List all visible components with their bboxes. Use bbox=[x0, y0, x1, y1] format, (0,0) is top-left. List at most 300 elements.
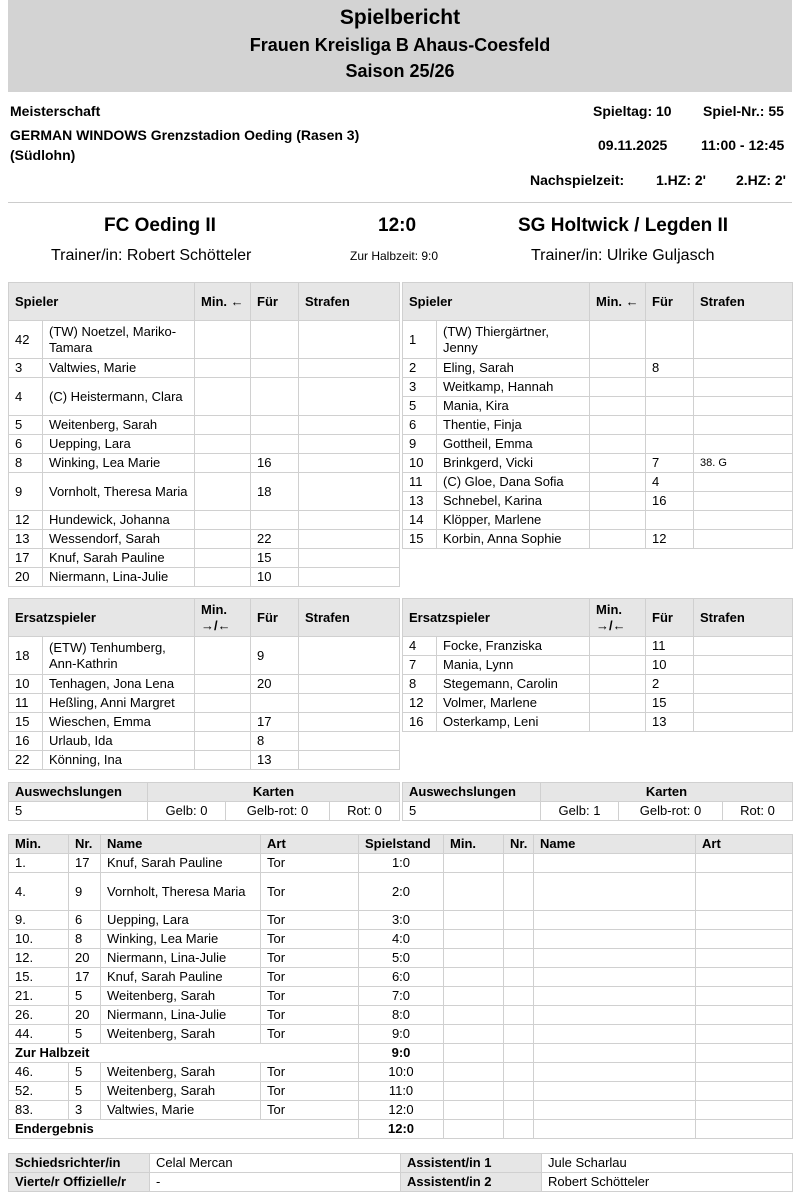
event-row bbox=[9, 930, 793, 949]
event-player-name: Winking, Lea Marie bbox=[101, 930, 261, 949]
event-away-empty bbox=[534, 1101, 696, 1120]
event-summary-score: 12:0 bbox=[359, 1120, 444, 1139]
player-name: Wessendorf, Sarah bbox=[43, 530, 195, 549]
event-minute: 4. bbox=[9, 873, 69, 911]
away-team-name: SG Holtwick / Legden II bbox=[518, 215, 729, 236]
event-player-number: 9 bbox=[69, 873, 101, 911]
event-away-empty bbox=[504, 1120, 534, 1139]
event-score: 3:0 bbox=[359, 911, 444, 930]
event-away-empty bbox=[504, 949, 534, 968]
player-replaced bbox=[251, 694, 299, 713]
player-minute bbox=[590, 416, 646, 435]
player-penalty bbox=[299, 378, 400, 416]
ev-col-score: Spielstand bbox=[359, 835, 444, 854]
player-number: 42 bbox=[9, 321, 43, 359]
event-row bbox=[9, 1063, 793, 1082]
player-name: (ETW) Tenhumberg, Ann-Kathrin bbox=[43, 637, 195, 675]
halftime-score: Zur Halbzeit: 9:0 bbox=[350, 249, 439, 263]
home-sub-row bbox=[9, 751, 400, 770]
event-type: Tor bbox=[261, 873, 359, 911]
player-replaced: 11 bbox=[646, 637, 694, 656]
player-number: 3 bbox=[9, 359, 43, 378]
referee-name: Celal Mercan bbox=[150, 1154, 401, 1173]
player-replaced: 10 bbox=[251, 568, 299, 587]
event-away-empty bbox=[504, 1044, 534, 1063]
player-number: 10 bbox=[403, 454, 437, 473]
player-number: 2 bbox=[403, 359, 437, 378]
event-row bbox=[9, 854, 793, 873]
event-type: Tor bbox=[261, 930, 359, 949]
event-type: Tor bbox=[261, 1006, 359, 1025]
player-number: 10 bbox=[9, 675, 43, 694]
event-away-empty bbox=[696, 873, 793, 911]
event-score: 7:0 bbox=[359, 987, 444, 1006]
col-min: Min. ← bbox=[590, 283, 646, 321]
assistant2-label: Assistent/in 2 bbox=[401, 1173, 542, 1192]
event-away-empty bbox=[696, 987, 793, 1006]
event-away-empty bbox=[444, 968, 504, 987]
event-away-empty bbox=[444, 949, 504, 968]
home-yellowred-cards: Gelb-rot: 0 bbox=[226, 802, 330, 821]
player-number: 7 bbox=[403, 656, 437, 675]
event-away-empty bbox=[504, 1063, 534, 1082]
match-time: 11:00 - 12:45 bbox=[701, 137, 785, 153]
player-minute bbox=[195, 378, 251, 416]
player-number: 16 bbox=[403, 713, 437, 732]
event-player-number: 6 bbox=[69, 911, 101, 930]
player-replaced: 16 bbox=[251, 454, 299, 473]
player-name: Niermann, Lina-Julie bbox=[43, 568, 195, 587]
player-replaced: 8 bbox=[251, 732, 299, 751]
event-away-empty bbox=[444, 1120, 504, 1139]
event-away-empty bbox=[504, 1025, 534, 1044]
away-sub-rows bbox=[403, 637, 793, 732]
player-minute bbox=[590, 675, 646, 694]
away-sub-row bbox=[403, 694, 793, 713]
event-away-empty bbox=[534, 911, 696, 930]
col-for: Für bbox=[251, 283, 299, 321]
overtime-label: Nachspielzeit: bbox=[530, 172, 625, 188]
match-type: Meisterschaft bbox=[10, 103, 101, 119]
event-away-empty bbox=[534, 1063, 696, 1082]
player-penalty bbox=[694, 416, 793, 435]
home-trainer: Trainer/in: Robert Schötteler bbox=[51, 247, 252, 264]
event-row bbox=[9, 968, 793, 987]
player-penalty bbox=[299, 751, 400, 770]
home-sub-row bbox=[9, 732, 400, 751]
player-name: Vornholt, Theresa Maria bbox=[43, 473, 195, 511]
player-number: 5 bbox=[9, 416, 43, 435]
divider bbox=[8, 202, 792, 203]
player-minute bbox=[195, 473, 251, 511]
event-away-empty bbox=[696, 1082, 793, 1101]
player-minute bbox=[195, 568, 251, 587]
officials-table bbox=[8, 1153, 793, 1192]
player-name: Schnebel, Karina bbox=[437, 492, 590, 511]
ev-col-name-away: Name bbox=[534, 835, 696, 854]
player-number: 13 bbox=[9, 530, 43, 549]
event-away-empty bbox=[696, 949, 793, 968]
player-replaced bbox=[251, 511, 299, 530]
cards-header: Karten bbox=[541, 783, 793, 802]
player-penalty bbox=[694, 397, 793, 416]
player-replaced bbox=[251, 416, 299, 435]
event-away-empty bbox=[444, 911, 504, 930]
event-away-empty bbox=[504, 930, 534, 949]
player-penalty bbox=[299, 694, 400, 713]
home-player-row bbox=[9, 473, 400, 511]
event-away-empty bbox=[696, 1006, 793, 1025]
player-name: Uepping, Lara bbox=[43, 435, 195, 454]
event-away-empty bbox=[534, 968, 696, 987]
event-away-empty bbox=[534, 873, 696, 911]
player-name: Heßling, Anni Margret bbox=[43, 694, 195, 713]
player-minute bbox=[590, 492, 646, 511]
player-name: (TW) Thiergärtner, Jenny bbox=[437, 321, 590, 359]
player-number: 6 bbox=[9, 435, 43, 454]
home-sub-row bbox=[9, 637, 400, 675]
event-row bbox=[9, 873, 793, 911]
event-summary-row bbox=[9, 1044, 793, 1063]
player-minute bbox=[590, 435, 646, 454]
event-player-name: Uepping, Lara bbox=[101, 911, 261, 930]
player-name: Mania, Lynn bbox=[437, 656, 590, 675]
event-row bbox=[9, 1101, 793, 1120]
player-minute bbox=[195, 359, 251, 378]
event-row bbox=[9, 1006, 793, 1025]
event-away-empty bbox=[444, 1082, 504, 1101]
player-name: Weitenberg, Sarah bbox=[43, 416, 195, 435]
event-score: 12:0 bbox=[359, 1101, 444, 1120]
event-away-empty bbox=[534, 854, 696, 873]
player-penalty bbox=[694, 656, 793, 675]
event-away-empty bbox=[696, 911, 793, 930]
player-name: Thentie, Finja bbox=[437, 416, 590, 435]
event-minute: 21. bbox=[9, 987, 69, 1006]
col-penalties: Strafen bbox=[299, 599, 400, 637]
event-row bbox=[9, 1025, 793, 1044]
event-type: Tor bbox=[261, 987, 359, 1006]
event-row bbox=[9, 987, 793, 1006]
home-subs-count: 5 bbox=[9, 802, 148, 821]
player-replaced bbox=[251, 359, 299, 378]
player-replaced: 12 bbox=[646, 530, 694, 549]
away-sub-row bbox=[403, 713, 793, 732]
event-minute: 44. bbox=[9, 1025, 69, 1044]
player-minute bbox=[590, 530, 646, 549]
event-away-empty bbox=[504, 987, 534, 1006]
player-number: 11 bbox=[403, 473, 437, 492]
away-player-row bbox=[403, 435, 793, 454]
event-player-number: 17 bbox=[69, 854, 101, 873]
col-min: Min. →/← bbox=[195, 599, 251, 637]
player-replaced: 8 bbox=[646, 359, 694, 378]
player-number: 1 bbox=[403, 321, 437, 359]
event-away-empty bbox=[696, 1025, 793, 1044]
home-sub-rows bbox=[9, 637, 400, 770]
event-away-empty bbox=[696, 1101, 793, 1120]
away-player-row bbox=[403, 511, 793, 530]
player-name: Könning, Ina bbox=[43, 751, 195, 770]
cards-header: Karten bbox=[148, 783, 400, 802]
player-number: 14 bbox=[403, 511, 437, 530]
report-header bbox=[8, 0, 792, 92]
player-replaced: 2 bbox=[646, 675, 694, 694]
matchday: Spieltag: 10 bbox=[593, 103, 672, 119]
player-minute bbox=[590, 637, 646, 656]
home-player-row bbox=[9, 416, 400, 435]
event-away-empty bbox=[534, 949, 696, 968]
player-penalty bbox=[299, 321, 400, 359]
event-minute: 10. bbox=[9, 930, 69, 949]
player-penalty bbox=[299, 359, 400, 378]
player-minute bbox=[195, 454, 251, 473]
event-away-empty bbox=[696, 968, 793, 987]
player-penalty bbox=[694, 675, 793, 694]
player-replaced: 9 bbox=[251, 637, 299, 675]
player-penalty: 38. G bbox=[694, 454, 793, 473]
player-minute bbox=[195, 675, 251, 694]
player-name: Volmer, Marlene bbox=[437, 694, 590, 713]
player-penalty bbox=[694, 530, 793, 549]
col-player: Spieler bbox=[9, 283, 195, 321]
player-replaced: 15 bbox=[251, 549, 299, 568]
player-minute bbox=[195, 416, 251, 435]
player-number: 13 bbox=[403, 492, 437, 511]
event-away-empty bbox=[444, 873, 504, 911]
col-penalties: Strafen bbox=[694, 599, 793, 637]
player-replaced: 4 bbox=[646, 473, 694, 492]
event-player-name: Valtwies, Marie bbox=[101, 1101, 261, 1120]
player-replaced bbox=[646, 397, 694, 416]
player-replaced: 13 bbox=[251, 751, 299, 770]
season: Saison 25/26 bbox=[345, 61, 455, 81]
event-player-name: Niermann, Lina-Julie bbox=[101, 949, 261, 968]
event-away-empty bbox=[444, 1101, 504, 1120]
away-player-row bbox=[403, 359, 793, 378]
event-away-empty bbox=[534, 987, 696, 1006]
player-name: Hundewick, Johanna bbox=[43, 511, 195, 530]
event-minute: 26. bbox=[9, 1006, 69, 1025]
event-away-empty bbox=[444, 1006, 504, 1025]
event-player-name: Weitenberg, Sarah bbox=[101, 987, 261, 1006]
subs-header: Auswechslungen bbox=[9, 783, 148, 802]
player-replaced: 13 bbox=[646, 713, 694, 732]
event-away-empty bbox=[444, 987, 504, 1006]
event-away-empty bbox=[534, 930, 696, 949]
event-score: 10:0 bbox=[359, 1063, 444, 1082]
home-player-row bbox=[9, 549, 400, 568]
player-name: (C) Heistermann, Clara bbox=[43, 378, 195, 416]
player-name: Tenhagen, Jona Lena bbox=[43, 675, 195, 694]
event-score: 9:0 bbox=[359, 1025, 444, 1044]
col-for: Für bbox=[646, 599, 694, 637]
event-away-empty bbox=[504, 911, 534, 930]
event-minute: 15. bbox=[9, 968, 69, 987]
player-number: 22 bbox=[9, 751, 43, 770]
event-rows bbox=[9, 854, 793, 1139]
home-yellow-cards: Gelb: 0 bbox=[148, 802, 226, 821]
home-red-cards: Rot: 0 bbox=[330, 802, 400, 821]
player-replaced: 18 bbox=[251, 473, 299, 511]
player-name: Stegemann, Carolin bbox=[437, 675, 590, 694]
away-subs-count: 5 bbox=[403, 802, 541, 821]
col-for: Für bbox=[251, 599, 299, 637]
player-penalty bbox=[694, 473, 793, 492]
player-minute bbox=[590, 454, 646, 473]
player-replaced bbox=[251, 435, 299, 454]
player-penalty bbox=[694, 511, 793, 530]
player-penalty bbox=[299, 568, 400, 587]
col-sub-player: Ersatzspieler bbox=[403, 599, 590, 637]
home-player-row bbox=[9, 359, 400, 378]
fourth-official-label: Vierte/r Offizielle/r bbox=[9, 1173, 150, 1192]
player-name: Focke, Franziska bbox=[437, 637, 590, 656]
col-min: Min. ← bbox=[195, 283, 251, 321]
event-away-empty bbox=[696, 1063, 793, 1082]
player-minute bbox=[590, 378, 646, 397]
player-number: 12 bbox=[9, 511, 43, 530]
player-number: 8 bbox=[9, 454, 43, 473]
player-minute bbox=[195, 530, 251, 549]
player-name: Wieschen, Emma bbox=[43, 713, 195, 732]
event-away-empty bbox=[534, 1044, 696, 1063]
event-away-empty bbox=[696, 930, 793, 949]
home-sub-row bbox=[9, 713, 400, 732]
event-row bbox=[9, 1082, 793, 1101]
event-away-empty bbox=[504, 1101, 534, 1120]
player-number: 18 bbox=[9, 637, 43, 675]
event-player-number: 5 bbox=[69, 1082, 101, 1101]
event-player-name: Niermann, Lina-Julie bbox=[101, 1006, 261, 1025]
player-name: (C) Gloe, Dana Sofia bbox=[437, 473, 590, 492]
event-score: 11:0 bbox=[359, 1082, 444, 1101]
away-player-row bbox=[403, 321, 793, 359]
fourth-official-name: - bbox=[150, 1173, 401, 1192]
home-player-row bbox=[9, 530, 400, 549]
player-name: (TW) Noetzel, Mariko-Tamara bbox=[43, 321, 195, 359]
event-minute: 9. bbox=[9, 911, 69, 930]
player-minute bbox=[590, 694, 646, 713]
event-player-number: 5 bbox=[69, 987, 101, 1006]
event-away-empty bbox=[504, 968, 534, 987]
player-penalty bbox=[299, 530, 400, 549]
event-score: 8:0 bbox=[359, 1006, 444, 1025]
home-player-row bbox=[9, 568, 400, 587]
player-name: Valtwies, Marie bbox=[43, 359, 195, 378]
event-player-number: 5 bbox=[69, 1063, 101, 1082]
player-penalty bbox=[694, 637, 793, 656]
report-title: Spielbericht bbox=[339, 6, 461, 29]
player-minute bbox=[590, 713, 646, 732]
event-type: Tor bbox=[261, 911, 359, 930]
away-trainer: Trainer/in: Ulrike Guljasch bbox=[531, 247, 715, 264]
event-player-name: Weitenberg, Sarah bbox=[101, 1025, 261, 1044]
away-summary-table bbox=[402, 782, 793, 821]
player-minute bbox=[195, 732, 251, 751]
final-score: 12:0 bbox=[378, 215, 417, 236]
player-penalty bbox=[694, 359, 793, 378]
player-name: Eling, Sarah bbox=[437, 359, 590, 378]
away-player-row bbox=[403, 454, 793, 473]
player-replaced bbox=[646, 416, 694, 435]
player-number: 5 bbox=[403, 397, 437, 416]
player-penalty bbox=[299, 435, 400, 454]
event-minute: 83. bbox=[9, 1101, 69, 1120]
player-penalty bbox=[299, 637, 400, 675]
player-number: 3 bbox=[403, 378, 437, 397]
event-away-empty bbox=[504, 1006, 534, 1025]
away-player-row bbox=[403, 397, 793, 416]
event-away-empty bbox=[534, 1082, 696, 1101]
player-minute bbox=[195, 751, 251, 770]
event-type: Tor bbox=[261, 1082, 359, 1101]
player-number: 4 bbox=[403, 637, 437, 656]
player-minute bbox=[195, 511, 251, 530]
player-name: Winking, Lea Marie bbox=[43, 454, 195, 473]
player-name: Brinkgerd, Vicki bbox=[437, 454, 590, 473]
player-minute bbox=[195, 549, 251, 568]
event-player-number: 20 bbox=[69, 1006, 101, 1025]
event-player-number: 5 bbox=[69, 1025, 101, 1044]
player-penalty bbox=[694, 713, 793, 732]
player-minute bbox=[590, 397, 646, 416]
player-name: Mania, Kira bbox=[437, 397, 590, 416]
player-number: 8 bbox=[403, 675, 437, 694]
home-player-row bbox=[9, 511, 400, 530]
subs-header: Auswechslungen bbox=[403, 783, 541, 802]
overtime-first-half: 1.HZ: 2' bbox=[656, 172, 707, 188]
player-name: Gottheil, Emma bbox=[437, 435, 590, 454]
player-minute bbox=[590, 656, 646, 675]
home-player-row bbox=[9, 321, 400, 359]
player-number: 15 bbox=[403, 530, 437, 549]
event-row bbox=[9, 949, 793, 968]
ev-col-type: Art bbox=[261, 835, 359, 854]
league-name: Frauen Kreisliga B Ahaus-Coesfeld bbox=[249, 35, 551, 55]
away-yellow-cards: Gelb: 1 bbox=[541, 802, 619, 821]
player-penalty bbox=[694, 694, 793, 713]
event-type: Tor bbox=[261, 1101, 359, 1120]
event-minute: 52. bbox=[9, 1082, 69, 1101]
referee-label: Schiedsrichter/in bbox=[9, 1154, 150, 1173]
event-away-empty bbox=[696, 1044, 793, 1063]
event-minute: 1. bbox=[9, 854, 69, 873]
player-replaced: 7 bbox=[646, 454, 694, 473]
ev-col-type-away: Art bbox=[696, 835, 793, 854]
player-minute bbox=[590, 511, 646, 530]
player-replaced bbox=[646, 321, 694, 359]
player-minute bbox=[195, 321, 251, 359]
player-penalty bbox=[299, 549, 400, 568]
player-penalty bbox=[299, 675, 400, 694]
player-replaced bbox=[646, 511, 694, 530]
event-away-empty bbox=[534, 1120, 696, 1139]
assistant1-label: Assistent/in 1 bbox=[401, 1154, 542, 1173]
player-number: 9 bbox=[403, 435, 437, 454]
away-player-rows bbox=[403, 321, 793, 549]
match-date: 09.11.2025 bbox=[598, 137, 668, 153]
overtime-second-half: 2.HZ: 2' bbox=[736, 172, 787, 188]
event-away-empty bbox=[444, 1025, 504, 1044]
event-away-empty bbox=[696, 1120, 793, 1139]
event-type: Tor bbox=[261, 949, 359, 968]
player-minute bbox=[195, 637, 251, 675]
home-player-rows bbox=[9, 321, 400, 587]
event-away-empty bbox=[696, 854, 793, 873]
event-minute: 46. bbox=[9, 1063, 69, 1082]
player-number: 11 bbox=[9, 694, 43, 713]
